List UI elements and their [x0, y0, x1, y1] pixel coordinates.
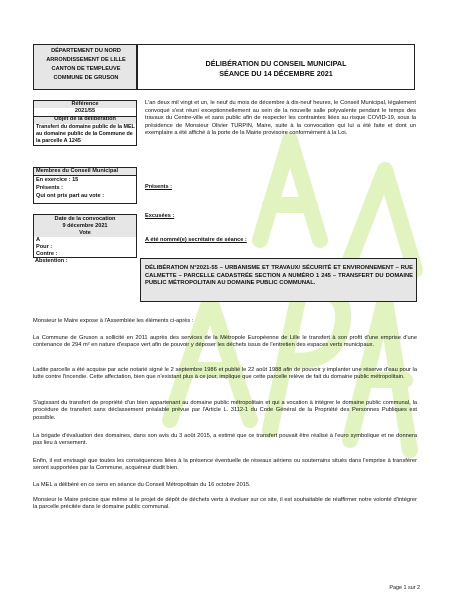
body-paragraph: Enfin, il est envisagé que toutes les conséquences liées à la présence éventuelle de réseaux aériens ou souterrains situés dans l'emprise à transférer seront supportées par la Commune, acquéreur dudit bien. [33, 458, 417, 472]
en-exercice: En exercice : 15 [36, 177, 79, 183]
body-paragraph: Monsieur le Maire précise que même si le projet de dépôt de déchets verts à évoluer sur ce site, il est souhaitable de réaffirmer notre volonté d'intégrer la parcelle précitée dans le domaine public communal. [33, 497, 417, 511]
vote-abstention: Abstention : [35, 258, 68, 264]
vote-label: Vote [79, 230, 91, 236]
org-line: COMMUNE DE GRUSON [53, 75, 119, 81]
objet-text: Transfert du domaine public de la MEL au domaine public de la Commune de la parcelle A 1245 [36, 124, 135, 144]
votants-count: Qui ont pris part au vote : [36, 193, 105, 199]
org-header-box [33, 44, 137, 90]
document-title: DÉLIBÉRATION DU CONSEIL MUNICIPAL [205, 59, 347, 68]
body-paragraph: La Commune de Gruson a sollicité en 2011 auprès des services de la Métropole Européenne de Lille le transfert à son profit d'une emprise d'une contenance de 294 m² en nature d'espace vert afin de pouvoir y déposer les déchets issus de l'entretien des espaces verts municipaux. [33, 335, 417, 349]
deliberation-title: DÉLIBÉRATION N°2021-55 – URBANISME ET TRAVAUX/ SÉCURITÉ ET ENVIRONNEMENT – RUE CALMETTE – PARCELLE CADASTRÉE SECTION A NUMÉRO 1 245 – TRANSFERT DU DOMAINE PUBLIC MÉTROPOLITAIN AU DOMAINE PUBLIC COMMUNAL. [145, 265, 413, 287]
vote-contre: Contre : [36, 251, 58, 257]
reference-label: Référence [71, 101, 99, 107]
body-paragraph: Monsieur le Maire expose à l'Assemblée les éléments ci-après : [33, 318, 194, 324]
membres-box [33, 167, 137, 204]
body-paragraph: Ladite parcelle a été acquise par acte notarié signé le 2 septembre 1986 et publié le 22 août 1988 afin de pouvoir y implanter une réserve d'eau pour la lutte contre l'incendie. Cette affectation, bien que n'existant plus à ce jour, implique que cette parcelle relève de fait du domaine public métropolitain. [33, 367, 417, 381]
deliberation-title-box [140, 258, 417, 302]
body-paragraph: S'agissant du transfert de propriété d'un bien appartenant au domaine public métropolitain et qui a vocation à intégrer le domaine public communal, la procédure de transfert sans déclassement préalable prévue par l'Article L. 3112-1 du Code Général de la Propriété des Personnes Publiques est possible. [33, 400, 417, 421]
presents-heading: Présents : [145, 184, 173, 190]
vote-a: A [36, 237, 41, 243]
convocation-vote-box [33, 214, 137, 258]
secretaire-heading: A été nommé(e) secrétaire de séance : [145, 237, 247, 243]
reference-box [33, 100, 137, 146]
org-line: DÉPARTEMENT DU NORD [51, 48, 121, 54]
title-header-box [137, 44, 415, 90]
convocation-date: 9 décembre 2021 [62, 223, 108, 229]
excusees-heading: Excusées : [145, 213, 175, 219]
org-line: ARRONDISSEMENT DE LILLE [46, 57, 126, 63]
convocation-label: Date de la convocation [54, 216, 116, 222]
objet-label: Objet de la délibération [54, 116, 116, 122]
body-paragraph: La MEL a délibéré en ce sens en séance du Conseil Métropolitain du 16 octobre 2015. [33, 482, 251, 488]
vote-pour: Pour : [36, 244, 53, 250]
reference-value: 2021/55 [74, 108, 96, 114]
intro-paragraph: L'an deux mil vingt et un, le neuf du mois de décembre à dix-neuf heures, le Conseil Municipal, légalement convoqué s'est réuni exceptionnellement au sein de la nouvelle salle polyvalente pendant le temps des travaux du Centre-ville et sans public afin de respecter les contraintes liées au risque COVID-19, sous la présidence de Monsieur Olivier TURPIN, Maire, suite à la convocation qui lui a été faite et dont un exemplaire a été affiché à la porte de la Mairie provisoire conformément à la Loi. [145, 100, 416, 137]
presents-count: Présents : [36, 185, 64, 191]
org-line: CANTON DE TEMPLEUVE [51, 66, 121, 72]
session-date-title: SÉANCE DU 14 DÉCEMBRE 2021 [219, 69, 333, 78]
membres-label: Membres du Conseil Municipal [36, 168, 119, 174]
page-number: Page 1 sur 2 [389, 585, 420, 591]
body-paragraph: La brigade d'évaluation des domaines, dans son avis du 3 août 2015, a estimé que ce transfert pouvait être réalisé à l'euro symbolique et ne donnera pas lieu à versement. [33, 433, 417, 447]
